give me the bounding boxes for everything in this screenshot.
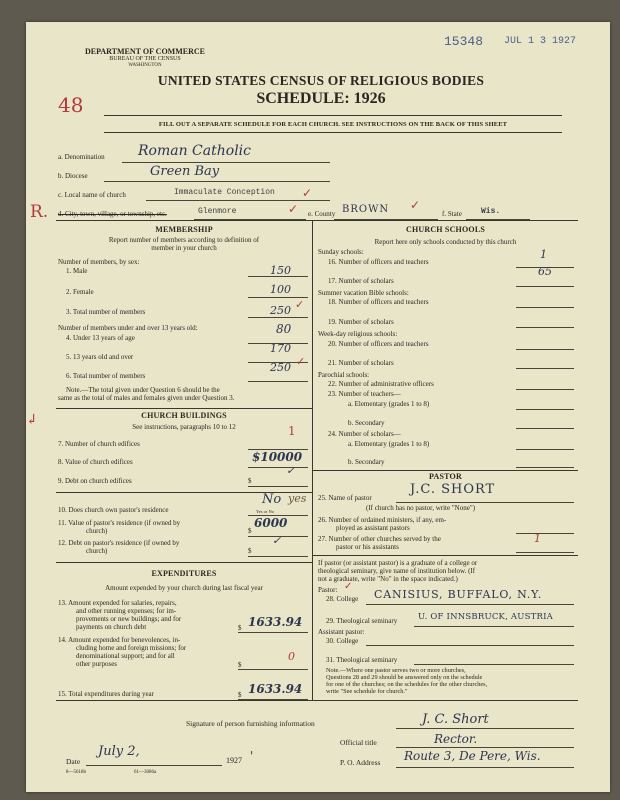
check-mark: ✓ <box>295 299 305 311</box>
city-value: Glenmore <box>198 207 237 216</box>
denomination-value: Roman Catholic <box>138 143 251 159</box>
q28-value: CANISIUS, BUFFALO, N.Y. <box>374 588 543 601</box>
q31-label: 31. Theological seminary <box>326 656 398 664</box>
pastor-sublabel: Pastor: <box>318 586 338 594</box>
q15-value: 1633.94 <box>248 682 303 696</box>
po-address-line[interactable] <box>396 767 574 768</box>
q27-label: 27. Number of other churches served by the <box>318 535 441 543</box>
county-value: BROWN <box>342 204 390 215</box>
q13-value: 1633.94 <box>248 615 303 629</box>
q6-value: 250 <box>270 361 291 374</box>
q12-label-cont: church) <box>86 547 108 555</box>
form-title: UNITED STATES CENSUS OF RELIGIOUS BODIES <box>157 73 485 88</box>
church-name-value: Immaculate Conception <box>174 188 275 197</box>
pastor-note: Note.—Where one pastor serves two or more churches, <box>326 667 466 674</box>
q1-label: 1. Male <box>66 267 88 275</box>
year-mark: ' <box>250 749 254 763</box>
check-mark: ✓ <box>296 356 306 368</box>
q14-label-cont: denominational support; and for all <box>76 652 175 660</box>
date-line[interactable] <box>86 765 222 766</box>
department-label: DEPARTMENT OF COMMERCE <box>84 47 205 56</box>
q20-label: 20. Number of officers and teachers <box>328 340 429 348</box>
po-address-value: Route 3, De Pere, Wis. <box>404 749 541 763</box>
weekday-label: Week-day religious schools: <box>318 330 398 338</box>
q13-label-cont: and other running expenses; for im- <box>76 607 177 615</box>
q3-label: 3. Total number of members <box>66 308 146 316</box>
q24-label: 24. Number of scholars— <box>328 430 401 438</box>
q5-label: 5. 13 years old and over <box>66 353 134 361</box>
q19-field[interactable] <box>516 316 574 328</box>
pastor-title: PASTOR <box>429 472 462 481</box>
q31-line <box>414 664 574 665</box>
q26-label: 26. Number of ordained ministers, if any, em- <box>318 516 447 524</box>
q7-value: 1 <box>288 424 296 438</box>
dollar-sign: $ <box>238 624 242 632</box>
q6-label: 6. Total number of members <box>66 372 146 380</box>
q24b-label: b. Secondary <box>348 458 385 466</box>
membership-note: Note.—The total given under Question 6 should be the <box>66 386 220 394</box>
q12-label: 12. Debt on pastor's residence (if owned by <box>58 539 180 547</box>
q7-label: 7. Number of church edifices <box>58 440 140 448</box>
membership-note: same as the total of males and females given under Question 3. <box>58 394 235 402</box>
church-name-label: c. Local name of church <box>58 191 126 199</box>
q29-line <box>414 626 574 627</box>
r-mark: R. <box>30 202 49 222</box>
q26-field[interactable] <box>516 522 574 534</box>
q25-label: 25. Name of pastor <box>318 494 372 502</box>
q25-line <box>396 502 574 503</box>
graduate-intro: If pastor (or assistant pastor) is a graduate of a college or <box>318 559 478 567</box>
q25-value: J.C. SHORT <box>410 482 496 497</box>
q17-label: 17. Number of scholars <box>328 277 394 285</box>
diocese-line <box>104 181 330 182</box>
assistant-pastor-label: Assistant pastor: <box>318 628 365 636</box>
denomination-line <box>122 162 330 163</box>
q29-label: 29. Theological seminary <box>326 617 398 625</box>
official-title-line[interactable] <box>396 747 574 748</box>
q8-value: $10000 <box>252 450 303 464</box>
sunday-label: Sunday schools: <box>318 248 364 256</box>
pastor-note: for one of the churches; on the schedules for the other churches, <box>326 681 488 688</box>
schedule-title: SCHEDULE: 1926 <box>256 90 386 107</box>
state-label: f. State <box>442 210 462 218</box>
q27-field[interactable] <box>516 541 574 553</box>
q14-label-cont: other purposes <box>76 660 118 668</box>
q23b-label: b. Secondary <box>348 419 385 427</box>
q27-label-cont: pastor or his assistants <box>336 543 399 551</box>
graduate-intro: theological seminary, give name of institution below. (If <box>318 567 476 575</box>
diocese-label: b. Diocese <box>58 172 88 180</box>
q4-value: 80 <box>276 322 292 336</box>
signature-label: Signature of person furnishing information <box>186 719 315 728</box>
city-label: d. City, town, village, or township, etc. <box>58 210 167 218</box>
q24a-label: a. Elementary (grades 1 to 8) <box>348 440 430 448</box>
q14-label: 14. Amount expended for benevolences, in- <box>58 636 181 644</box>
dollar-sign: $ <box>248 527 252 535</box>
check-mark: ✓ <box>286 464 296 477</box>
margin-mark: ↲ <box>26 412 38 428</box>
q28-line <box>366 604 574 605</box>
bureau-label: BUREAU OF THE CENSUS <box>109 56 181 62</box>
q17-value: 65 <box>538 265 552 278</box>
stamp-date: JUL 1 3 1927 <box>504 36 577 47</box>
q23a-field[interactable] <box>516 398 574 410</box>
q22-field[interactable] <box>516 378 574 390</box>
q10-value-alt: yes <box>288 492 307 505</box>
summer-label: Summer vacation Bible schools: <box>318 289 409 297</box>
q14-field[interactable] <box>238 658 308 670</box>
age-intro: Number of members under and over 13 years old: <box>58 324 198 332</box>
check-mark: ✓ <box>272 534 282 547</box>
membership-title: MEMBERSHIP <box>155 225 213 234</box>
date-value: July 2, <box>98 744 140 759</box>
q22-label: 22. Number of administrative officers <box>328 380 434 388</box>
q13-label: 13. Amount expended for salaries, repairs, <box>58 599 177 607</box>
q18-label: 18. Number of officers and teachers <box>328 298 429 306</box>
dollar-sign: $ <box>248 477 252 485</box>
q2-label: 2. Female <box>66 288 94 296</box>
q23b-field[interactable] <box>516 417 574 429</box>
official-title-value: Rector. <box>434 732 478 746</box>
pastor-note: write "See schedule for church." <box>326 688 408 695</box>
q16-value: 1 <box>540 248 547 261</box>
q23a-label: a. Elementary (grades 1 to 8) <box>348 400 430 408</box>
parochial-label: Parochial schools: <box>318 371 370 379</box>
q27-value: 1 <box>534 532 541 545</box>
diocese-value: Green Bay <box>150 164 220 179</box>
expenditures-title: EXPENDITURES <box>151 569 217 578</box>
q29-value: U. OF INNSBRUCK, AUSTRIA <box>418 612 553 622</box>
church-schools-intro: Report here only schools conducted by this church <box>374 238 517 246</box>
dollar-sign: $ <box>248 547 252 555</box>
q15-label: 15. Total expenditures during year <box>58 690 154 698</box>
q4-label: 4. Under 13 years of age <box>66 334 135 342</box>
po-address-label: P. O. Address <box>340 758 381 767</box>
q7-field[interactable] <box>248 438 308 450</box>
q20-field[interactable] <box>516 338 574 350</box>
q21-label: 21. Number of scholars <box>328 359 394 367</box>
church-schools-title: CHURCH SCHOOLS <box>405 225 486 234</box>
check-mark: ✓ <box>302 186 313 200</box>
q5-value: 170 <box>270 342 291 355</box>
q10-value: No <box>262 492 282 507</box>
church-buildings-title: CHURCH BUILDINGS <box>141 411 227 420</box>
page-mark: 48 <box>58 93 84 117</box>
q28-label: 28. College <box>326 595 359 603</box>
q11-value: 6000 <box>254 516 288 530</box>
check-mark: ✓ <box>344 581 353 592</box>
by-sex-label: Number of members, by sex: <box>58 258 140 266</box>
q25-sublabel: (If church has no pastor, write "None") <box>366 504 476 512</box>
signature-line[interactable] <box>396 728 574 729</box>
q9-field[interactable] <box>248 475 308 487</box>
q21-field[interactable] <box>516 357 574 369</box>
q23-label: 23. Number of teachers— <box>328 390 401 398</box>
q9-label: 9. Debt on church edifices <box>58 477 132 485</box>
yes-no-sublabel: Yes or No <box>256 509 275 514</box>
q18-field[interactable] <box>516 296 574 308</box>
q11-label-cont: church) <box>86 527 108 535</box>
q24a-field[interactable] <box>516 438 574 450</box>
q3-value: 250 <box>270 304 291 317</box>
q11-label: 11. Value of pastor's residence (if owned by <box>58 519 181 527</box>
q16-label: 16. Number of officers and teachers <box>328 258 429 266</box>
q14-label-cont: cluding home and foreign missions; for <box>76 644 187 652</box>
county-label: e. County <box>308 210 336 218</box>
city-label: WASHINGTON <box>128 63 162 68</box>
q13-label-cont: provements or new buildings; and for <box>76 615 182 623</box>
stamp-number: 15348 <box>444 34 484 49</box>
date-label: Date <box>66 757 81 766</box>
q30-label: 30. College <box>326 637 359 645</box>
official-title-label: Official title <box>340 738 377 747</box>
check-mark: ✓ <box>410 198 421 212</box>
state-value: Wis. <box>481 207 501 216</box>
q2-value: 100 <box>270 283 291 296</box>
form-code: 61—3086a <box>134 770 157 775</box>
q13-label-cont: payments on church debt <box>76 623 147 631</box>
dollar-sign: $ <box>238 661 242 669</box>
q26-label-cont: ployed as assistant pastors <box>336 524 410 532</box>
q1-value: 150 <box>270 264 291 277</box>
check-mark: ✓ <box>288 202 299 216</box>
date-year: 1927 <box>226 756 242 765</box>
q24b-field[interactable] <box>516 456 574 468</box>
signature-value: J. C. Short <box>422 712 489 727</box>
q8-label: 8. Value of church edifices <box>58 458 133 466</box>
instruction-line: FILL OUT A SEPARATE SCHEDULE FOR EACH CHURCH. SEE INSTRUCTIONS ON THE BACK OF THIS SHEET <box>158 121 508 128</box>
denomination-label: a. Denomination <box>58 153 105 161</box>
q10-label: 10. Does church own pastor's residence <box>58 506 169 514</box>
q30-line <box>366 645 574 646</box>
q19-label: 19. Number of scholars <box>328 318 394 326</box>
membership-intro: member in your church <box>151 244 217 252</box>
membership-intro: Report number of members according to definition of <box>108 236 260 244</box>
pastor-note: Questions 28 and 29 should be answered only on the schedule <box>326 674 483 681</box>
dollar-sign: $ <box>238 691 242 699</box>
q14-value: 0 <box>288 650 295 663</box>
church-buildings-intro: See instructions, paragraphs 10 to 12 <box>132 423 236 431</box>
census-form <box>26 22 610 792</box>
graduate-intro: not a graduate, write "No" in the space indicated.) <box>318 575 458 583</box>
form-code: 8—5618b <box>66 770 86 775</box>
expenditures-intro: Amount expended by your church during last fiscal year <box>105 584 263 592</box>
